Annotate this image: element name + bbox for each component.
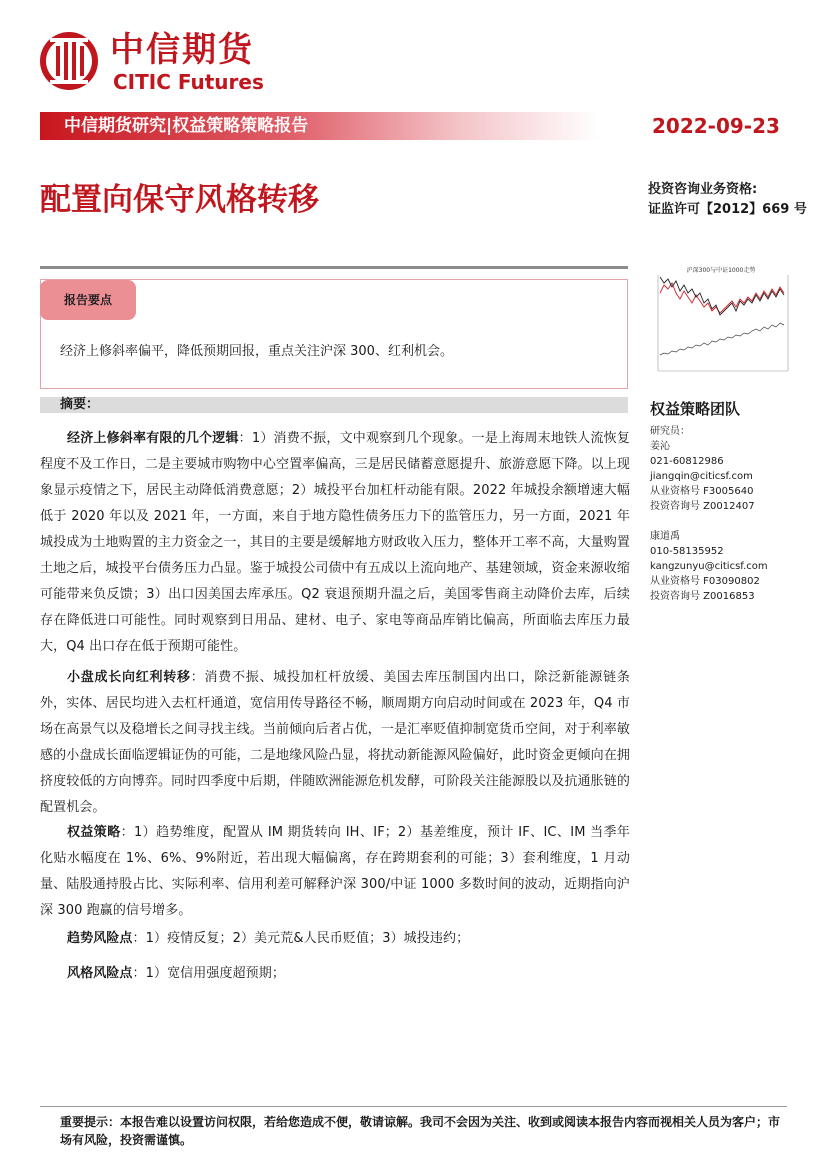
paragraph-trend-risk [40,926,630,952]
researcher-1-phone: 021-60812986 [650,456,724,467]
paragraph-strategy [40,820,630,924]
paragraph-style-risk [40,961,630,987]
researcher-1-license: 从业资格号 F3005640 [650,486,754,497]
paragraph-style-shift [40,665,630,821]
paragraph-heading: 风格风险点 [67,966,133,981]
researcher-label: 研究员： [650,426,690,437]
summary-tab-label: 报告要点 [63,293,112,307]
paragraph-body: ：1）宽信用强度超预期； [132,966,285,981]
paragraph-economy [40,426,630,660]
qualification-label: 投资咨询业务资格: [648,182,758,197]
footer-divider [40,1106,787,1107]
chart-series-black [660,277,784,315]
researcher-1-email[interactable]: jiangqin@citicsf.com [650,471,753,482]
logo-chinese-name: 中信期货 [110,30,254,70]
qualification-value: 证监许可【2012】669 号 [648,202,807,217]
paragraph-body: ：1）趋势维度，配置从 IM 期货转向 IH、IF；2）基差维度，预计 IF、IC、IM 当季年化贴水幅度在 1%、6%、9%附近，若出现大幅偏离，存在跨期套利的可能；3）套利维度，1 月动量、陆股通持股占比、实际利率、信用利差可解释沪深 300/中证 1000 多数时间的波动，近期指向沪深 300 跑赢的信号增多。 [40,825,630,918]
researcher-2-phone: 010-58135952 [650,546,724,557]
paragraph-heading: 权益策略 [67,825,121,840]
citic-logo-icon [38,30,100,92]
paragraph-body: ：1）疫情反复；2）美元荒&人民币贬值；3）城投违约； [132,931,470,946]
paragraph-body: ：1）消费不振，文中观察到几个现象。一是上海周末地铁人流恢复程度不及工作日，二是主要城市购物中心空置率偏高，三是居民储蓄意愿提升、旅游意愿下降。以上现象显示疫情之下，居民主动降低消费意愿；2）城投平台加杠杆动能有限。2022 年城投余额增速大幅低于 2020 年以及 2021 年，一方面，来自于地方隐性债务压力下的监管压力，另一方面，2021 年城投成为土地购置的主力资金之一，其目的主要是缓解地方财政收入压力，整体开工率不高，大量购置土地之后，城投平台债务压力凸显。鉴于城投公司债中有五成以上流向地产、基建领域，资金来源收缩可能带来负反馈；3）出口因美国去库承压。Q2 衰退预期升温之后，美国零售商主动降价去库，后续存在降低进口可能性。同时观察到日用品、建材、电子、家电等商品库销比偏高，所面临去库压力最大，Q4 出口存在低于预期可能性。 [40,431,630,654]
paragraph-heading: 经济上修斜率有限的几个逻辑 [67,431,239,446]
researcher-2-advisory: 投资咨询号 Z0016853 [650,591,755,602]
report-title: 配置向保守风格转移 [40,182,319,218]
title-divider [40,266,628,269]
chart-title: 沪深300与中证1000走势 [686,267,756,274]
researcher-1-advisory: 投资咨询号 Z0012407 [650,501,755,512]
summary-text: 经济上修斜率偏平，降低预期回报，重点关注沪深 300、红利机会。 [60,344,453,359]
researcher-2-email[interactable]: kangzunyu@citicsf.com [650,561,768,572]
logo-english-name: CITIC Futures [113,70,264,94]
report-date: 2022-09-23 [652,114,780,138]
report-banner-text: 中信期货研究|权益策略策略报告 [64,116,309,136]
team-title: 权益策略团队 [650,400,741,418]
paragraph-heading: 小盘成长向红利转移 [67,670,191,685]
researcher-1-name: 姜沁 [650,441,670,452]
paragraph-body: ：消费不振、城投加杠杆放缓、美国去库压制国内出口，除泛新能源链条外，实体、居民均进入去杠杆通道，宽信用传导路径不畅，顺周期方向启动时间或在 2023 年，Q4 市场在高景气以及稳增长之间寻找主线。当前倾向后者占优，一是汇率贬值抑制宽货币空间，对于利率敏感的小盘成长面临逻辑证伪的可能，二是地缘风险凸显，将扰动新能源风险偏好，此时资金更倾向在拥挤度较低的方向博弈。同时四季度中后期，伴随欧洲能源危机发酵，可阶段关注能源股以及抗通胀链的配置机会。 [40,670,630,815]
sidebar-chart [648,263,794,379]
paragraph-heading: 趋势风险点 [67,931,133,946]
footer-disclaimer: 重要提示：本报告难以设置访问权限，若给您造成不便，敬请谅解。我司不会因为关注、收到或阅读本报告内容而视相关人员为客户；市场有风险，投资需谨慎。 [60,1115,781,1147]
researcher-2-license: 从业资格号 F03090802 [650,576,760,587]
chart-series-gray [660,323,784,355]
researcher-2-name: 康道禹 [650,531,680,542]
abstract-label: 摘要： [60,397,100,412]
abstract-bar [40,397,628,413]
